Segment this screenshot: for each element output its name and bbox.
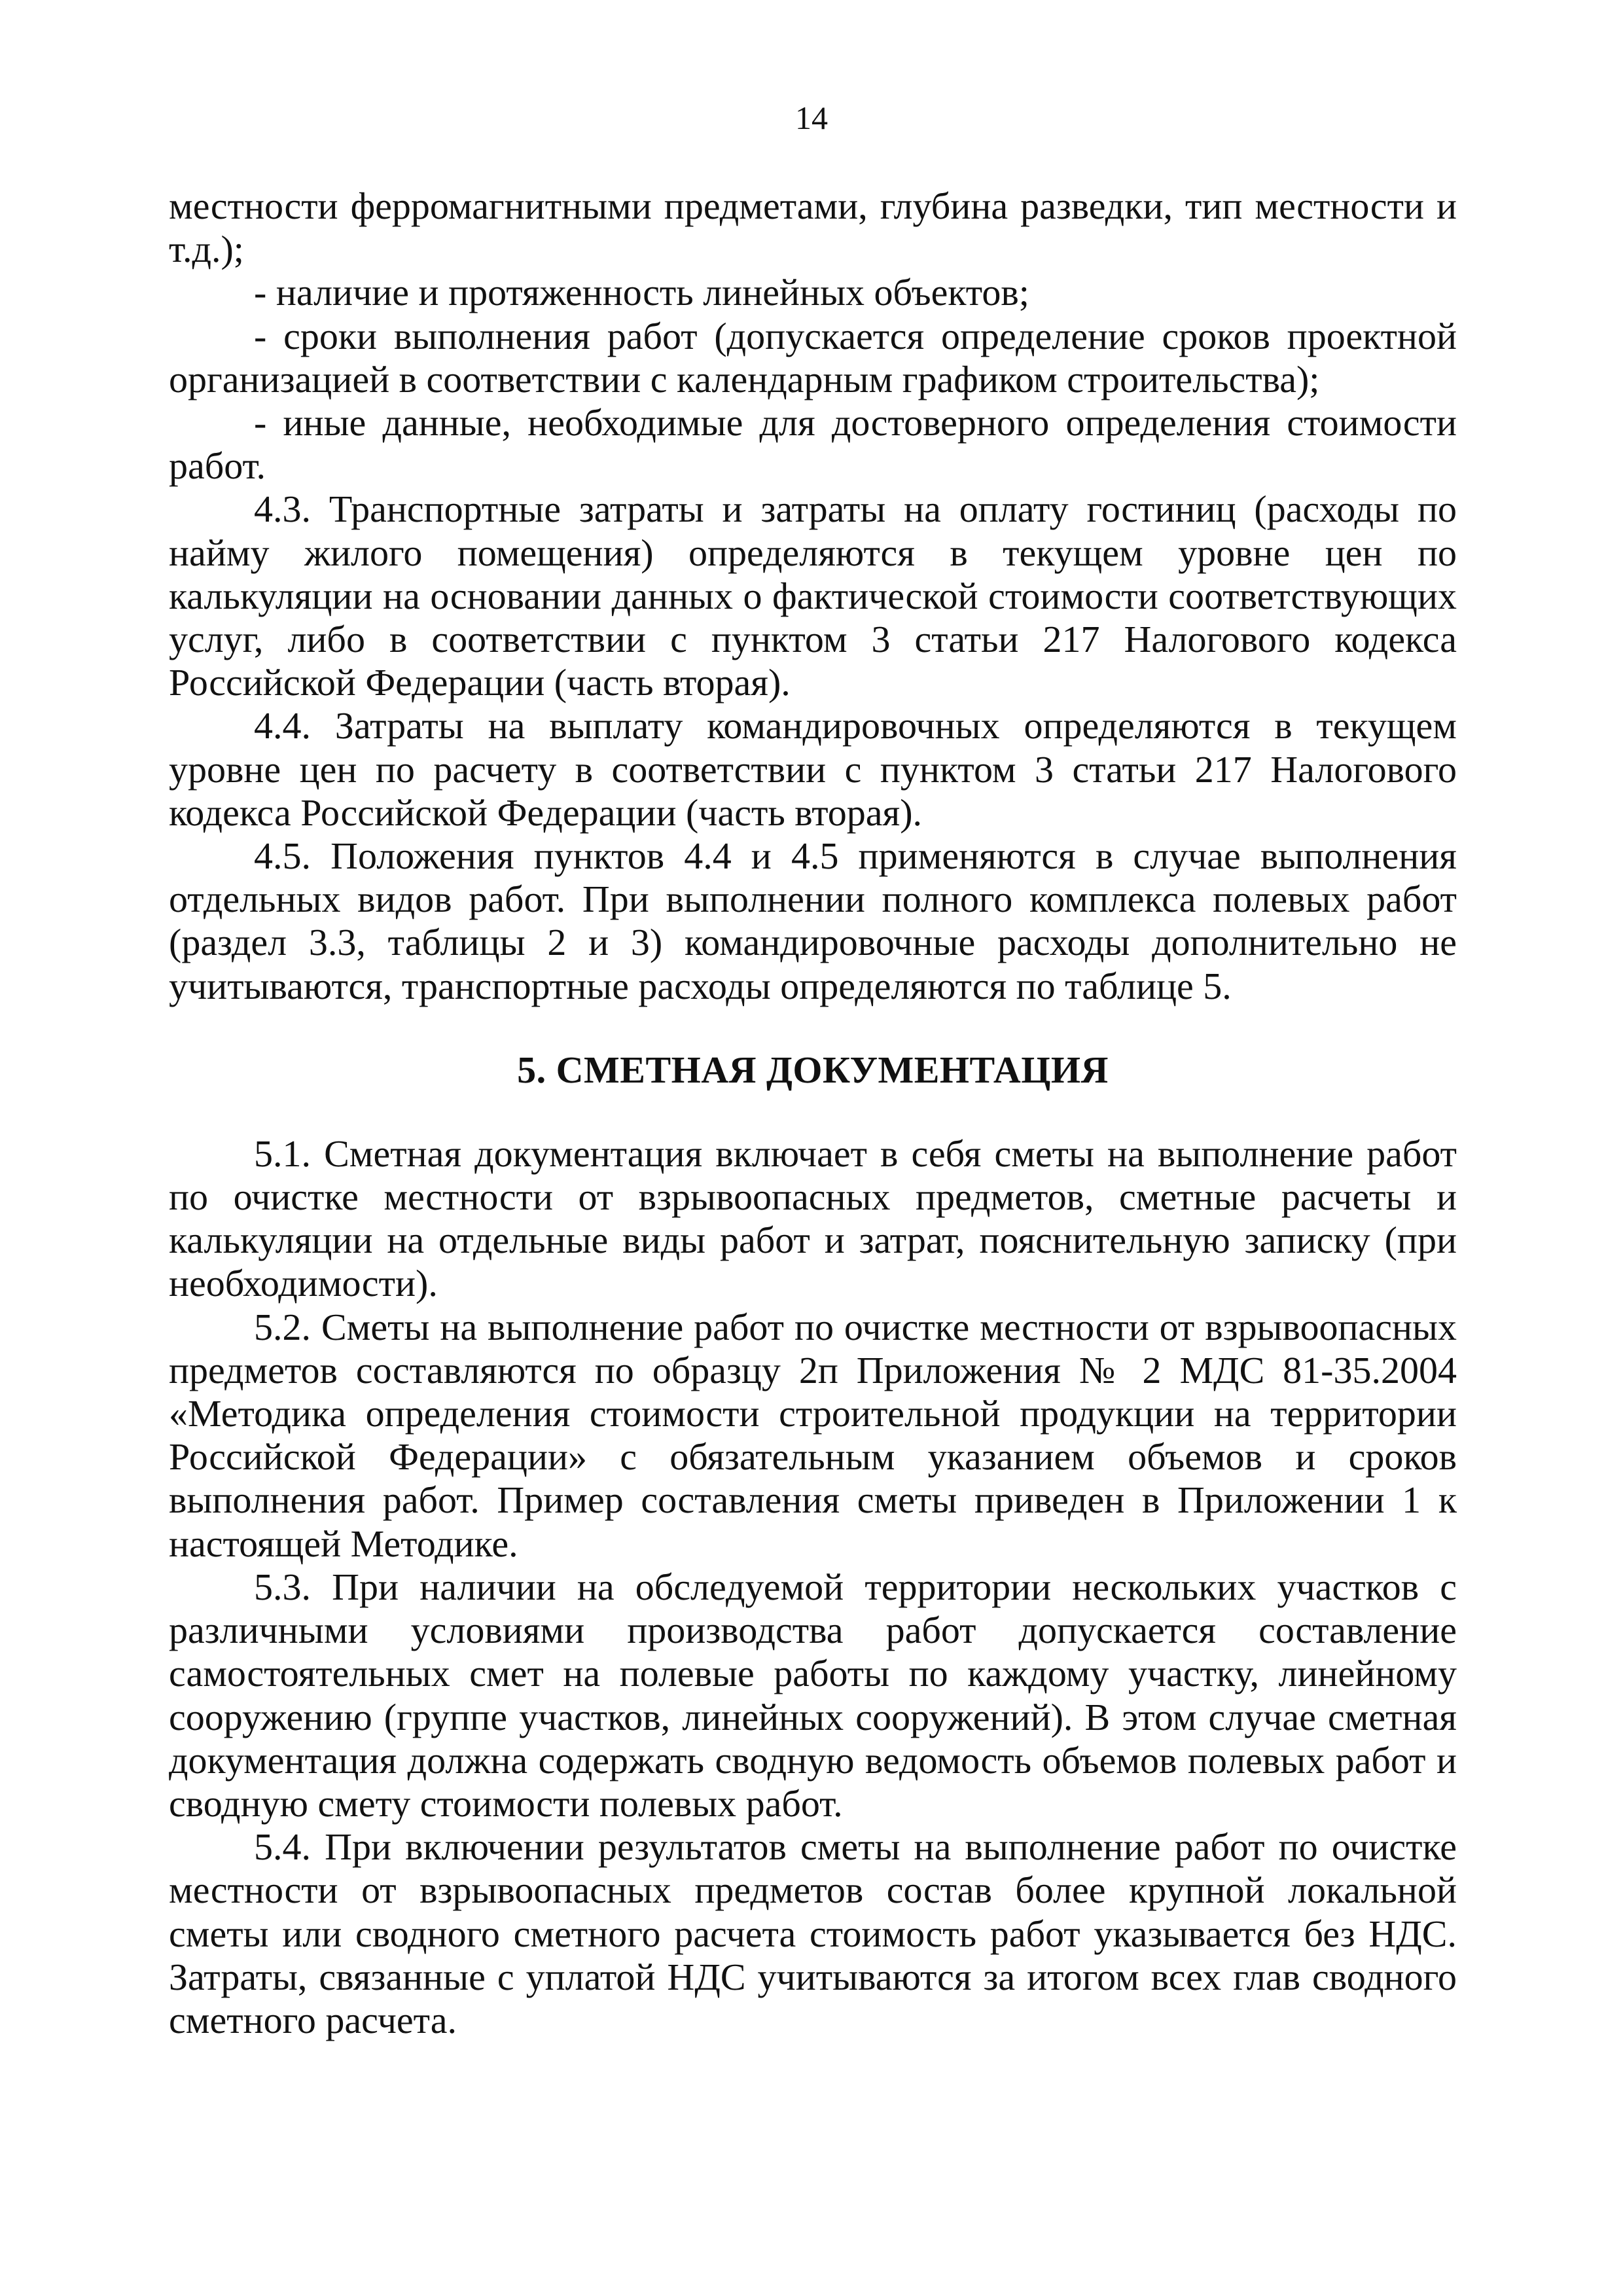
- document-body: [169, 185, 1457, 2042]
- list-item: - сроки выполнения работ (допускается определение сроков проектной организацией в соответствии с календарным графиком строительства);: [169, 314, 1457, 401]
- paragraph: местности ферромагнитными предметами, глубина разведки, тип местности и т.д.);: [169, 185, 1457, 271]
- paragraph-4-5: 4.5. Положения пунктов 4.4 и 4.5 применяются в случае выполнения отдельных видов работ. При выполнении полного комплекса полевых работ (раздел 3.3, таблицы 2 и 3) командировочные расходы дополнительно не учитываются, транспортные расходы определяются по таблице 5.: [169, 834, 1457, 1007]
- paragraph-4-4: 4.4. Затраты на выплату командировочных определяются в текущем уровне цен по расчету в соответствии с пунктом 3 статьи 217 Налогового кодекса Российской Федерации (часть вторая).: [169, 704, 1457, 834]
- section-heading: 5. СМЕТНАЯ ДОКУМЕНТАЦИЯ: [517, 1048, 1109, 1091]
- paragraph-5-4: 5.4. При включении результатов сметы на выполнение работ по очистке местности от взрывоопасных предметов состав более крупной локальной сметы или сводного сметного расчета стоимость работ указывается без НДС. Затраты, связанные с уплатой НДС учитываются за итогом всех глав сводного сметного расчета.: [169, 1825, 1457, 2041]
- paragraph-4-3: 4.3. Транспортные затраты и затраты на оплату гостиниц (расходы по найму жилого помещения) определяются в текущем уровне цен по калькуляции на основании данных о фактической стоимости соответствующих услуг, либо в соответствии с пунктом 3 статьи 217 Налогового кодекса Российской Федерации (часть вторая).: [169, 488, 1457, 704]
- page-number: 14: [795, 99, 828, 136]
- list-item: - наличие и протяженность линейных объектов;: [254, 271, 1029, 314]
- paragraph-5-2: 5.2. Сметы на выполнение работ по очистке местности от взрывоопасных предметов составляются по образцу 2п Приложения № 2 МДС 81-35.2004 «Методика определения стоимости строительной продукции на территории Российской Федерации» с обязательным указанием объемов и сроков выполнения работ. Пример составления сметы приведен в Приложении 1 к настоящей Методике.: [169, 1305, 1457, 1565]
- list-item: - иные данные, необходимые для достоверного определения стоимости работ.: [169, 401, 1457, 488]
- paragraph-5-1: 5.1. Сметная документация включает в себя сметы на выполнение работ по очистке местности от взрывоопасных предметов, сметные расчеты и калькуляции на отдельные виды работ и затрат, пояснительную записку (при необходимости).: [169, 1132, 1457, 1305]
- paragraph-5-3: 5.3. При наличии на обследуемой территории нескольких участков с различными условиями производства работ допускается составление самостоятельных смет на полевые работы по каждому участку, линейному сооружению (группе участков, линейных сооружений). В этом случае сметная документация должна содержать сводную ведомость объемов полевых работ и сводную смету стоимости полевых работ.: [169, 1565, 1457, 1825]
